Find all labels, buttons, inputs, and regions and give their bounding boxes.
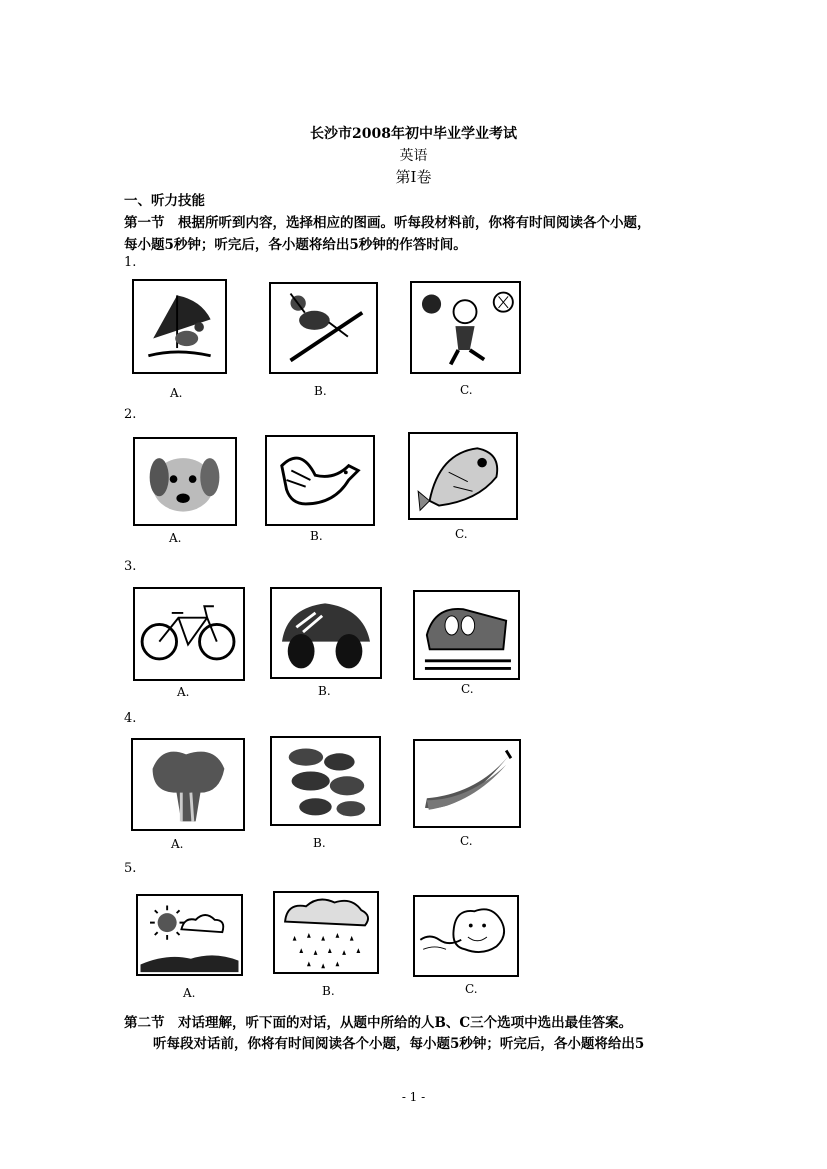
- section1-instruction-line2: 每小题5秒钟；听完后，各小题将给出5秒钟的作答时间。: [124, 237, 467, 253]
- car-icon: [270, 587, 382, 679]
- option-label: C.: [460, 383, 473, 397]
- rainy-icon: [273, 891, 379, 974]
- option-label: A.: [183, 986, 196, 1000]
- windy-icon: [413, 895, 519, 977]
- cabbage-icon: [131, 738, 245, 831]
- section2-instruction-line2: 听每段对话前，你将有时间阅读各个小题，每小题5秒钟；听完后，各小题将给出5: [153, 1036, 645, 1052]
- question-number: 4.: [124, 711, 137, 726]
- option-label: A.: [171, 837, 184, 851]
- football-player-icon: [410, 281, 521, 374]
- bicycle-icon: [133, 587, 245, 681]
- potatoes-icon: [270, 736, 381, 826]
- question-number: 5.: [124, 861, 137, 876]
- option-label: B.: [313, 836, 326, 850]
- option-label: B.: [310, 529, 323, 543]
- skier-icon: [269, 282, 378, 374]
- question-number: 1.: [124, 255, 137, 270]
- option-label: C.: [460, 834, 473, 848]
- question-number: 3.: [124, 559, 137, 574]
- option-label: C.: [461, 682, 474, 696]
- exam-title: 长沙市2008年初中毕业学业考试: [310, 126, 517, 142]
- option-label: A.: [169, 531, 182, 545]
- windsurfer-icon: [132, 279, 227, 374]
- page-number: - 1 -: [401, 1090, 426, 1104]
- option-label: B.: [314, 384, 327, 398]
- section2-instruction-line1: 第二节 对话理解，听下面的对话，从题中所给的人B、C三个选项中选出最佳答案。: [124, 1015, 633, 1031]
- option-label: B.: [322, 984, 335, 998]
- option-label: C.: [465, 982, 478, 996]
- question-number: 2.: [124, 407, 137, 422]
- option-label: A.: [170, 386, 183, 400]
- part-heading: 一、听力技能: [124, 193, 205, 209]
- volume-title: 第Ⅰ卷: [395, 168, 432, 186]
- sunny-icon: [136, 894, 243, 976]
- fish-icon: [408, 432, 518, 520]
- bananas-icon: [413, 739, 521, 828]
- train-icon: [413, 590, 520, 680]
- section1-instruction-line1: 第一节 根据所听到内容，选择相应的图画。听每段材料前，你将有时间阅读各个小题，: [124, 215, 651, 231]
- subject-title: 英语: [399, 148, 428, 164]
- option-label: A.: [177, 685, 190, 699]
- puppy-icon: [133, 437, 237, 526]
- option-label: B.: [318, 684, 331, 698]
- dove-icon: [265, 435, 375, 526]
- option-label: C.: [455, 527, 468, 541]
